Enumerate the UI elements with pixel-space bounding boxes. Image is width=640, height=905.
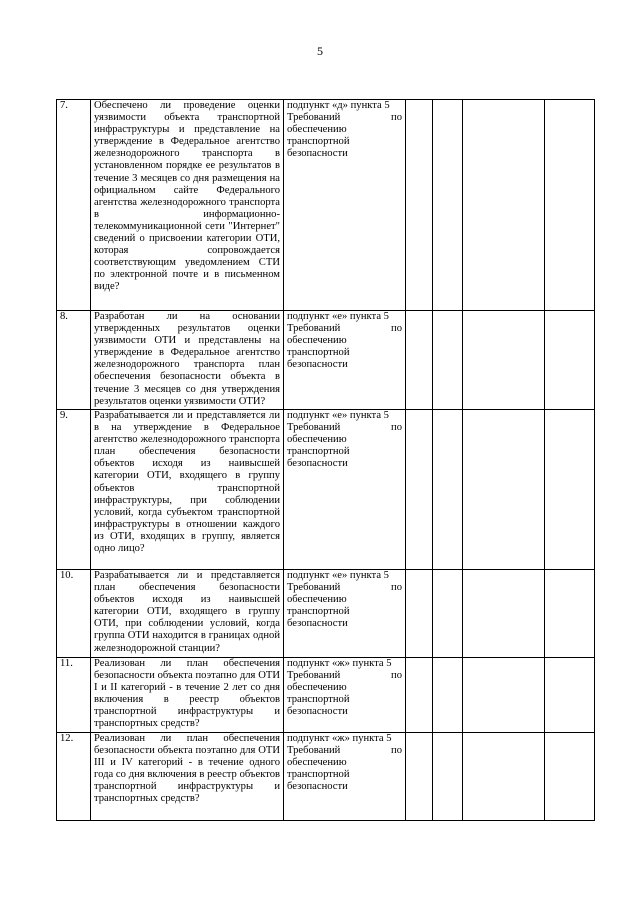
answer-na-cell[interactable] — [463, 100, 545, 311]
row-number: 9. — [57, 410, 91, 570]
reference-cell — [284, 410, 406, 570]
reference-doc: Требований — [287, 112, 341, 124]
reference-rest: обеспечению транспортной безопасности — [287, 682, 350, 718]
reference-rest: обеспечению транспортной безопасности — [287, 335, 350, 371]
reference-prep: по — [391, 422, 402, 434]
reference-clause: подпункт «е» пункта 5 — [287, 311, 389, 322]
reference-clause: подпункт «е» пункта 5 — [287, 410, 389, 421]
answer-yes-cell[interactable] — [406, 658, 433, 733]
table-row — [57, 100, 595, 311]
table-row — [57, 733, 595, 821]
answer-na-cell[interactable] — [463, 570, 545, 658]
reference-prep: по — [391, 112, 402, 124]
answer-no-cell[interactable] — [433, 733, 463, 821]
comment-cell[interactable] — [545, 311, 595, 410]
reference-prep: по — [391, 323, 402, 335]
table-row — [57, 311, 595, 410]
reference-clause: подпункт «е» пункта 5 — [287, 570, 389, 581]
question-cell: Разрабатывается ли и представляется план обеспечения безопасности объектов исходя из наивысшей категории ОТИ, входящего в группу ОТИ, при соблюдении условий, когда группа ОТИ находится в границах одной железнодорожной станции? — [91, 570, 284, 658]
reference-doc: Требований — [287, 422, 341, 434]
answer-yes-cell[interactable] — [406, 100, 433, 311]
comment-cell[interactable] — [545, 100, 595, 311]
reference-doc-line — [287, 323, 402, 335]
answer-yes-cell[interactable] — [406, 570, 433, 658]
reference-rest: обеспечению транспортной безопасности — [287, 594, 350, 630]
answer-na-cell[interactable] — [463, 311, 545, 410]
reference-doc: Требований — [287, 323, 341, 335]
answer-yes-cell[interactable] — [406, 410, 433, 570]
question-cell: Реализован ли план обеспечения безопасности объекта поэтапно для ОТИ III и IV категорий - в течение одного года со дня включения в реестр объектов транспортной инфраструктуры и транспортных средств? — [91, 733, 284, 821]
reference-cell — [284, 100, 406, 311]
comment-cell[interactable] — [545, 570, 595, 658]
reference-prep: по — [391, 582, 402, 594]
row-number: 7. — [57, 100, 91, 311]
answer-yes-cell[interactable] — [406, 311, 433, 410]
reference-rest: обеспечению транспортной безопасности — [287, 434, 350, 470]
question-cell: Разработан ли на основании утвержденных результатов оценки уязвимости ОТИ и представлены на утверждение в Федеральное агентство железнодорожного транспорта план обеспечения безопасности объекта в течение 3 месяцев со дня утверждения результатов оценки уязвимости ОТИ? — [91, 311, 284, 410]
reference-doc-line — [287, 745, 402, 757]
answer-na-cell[interactable] — [463, 410, 545, 570]
comment-cell[interactable] — [545, 410, 595, 570]
row-number: 11. — [57, 658, 91, 733]
answer-no-cell[interactable] — [433, 658, 463, 733]
comment-cell[interactable] — [545, 733, 595, 821]
reference-cell — [284, 311, 406, 410]
checklist-table — [56, 99, 595, 821]
reference-prep: по — [391, 745, 402, 757]
reference-clause: подпункт «ж» пункта 5 — [287, 658, 392, 669]
reference-doc-line — [287, 670, 402, 682]
reference-doc-line — [287, 582, 402, 594]
reference-clause: подпункт «ж» пункта 5 — [287, 733, 392, 744]
table-row — [57, 570, 595, 658]
reference-doc: Требований — [287, 582, 341, 594]
answer-yes-cell[interactable] — [406, 733, 433, 821]
table-row — [57, 658, 595, 733]
reference-doc-line — [287, 112, 402, 124]
row-number: 8. — [57, 311, 91, 410]
table-row — [57, 410, 595, 570]
reference-doc: Требований — [287, 670, 341, 682]
page-number: 5 — [317, 44, 323, 58]
reference-doc: Требований — [287, 745, 341, 757]
reference-cell — [284, 658, 406, 733]
answer-no-cell[interactable] — [433, 570, 463, 658]
reference-clause: подпункт «д» пункта 5 — [287, 100, 390, 111]
answer-na-cell[interactable] — [463, 733, 545, 821]
question-cell: Обеспечено ли проведение оценки уязвимости объекта транспортной инфраструктуры и представление на утверждение в Федеральное агентство железнодорожного транспорта в установленном порядке ее результатов в течение 3 месяцев со дня размещения на официальном сайте Федерального агентства железнодорожного транспорта в информационно-телекоммуникационной сети "Интернет" сведений о присвоении категории ОТИ, которая сопровождается соответствующим уведомлением СТИ по электронной почте и в письменном виде? — [91, 100, 284, 311]
row-number: 10. — [57, 570, 91, 658]
row-number: 12. — [57, 733, 91, 821]
question-cell: Разрабатывается ли и представляется ли в на утверждение в Федеральное агентство железнодорожного транспорта план обеспечения безопасности объектов исходя из наивысшей категории ОТИ, входящего в группу объектов транспортной инфраструктуры, при соблюдении условий, когда субъектом транспортной инфраструктуры в отношении каждого из ОТИ, входящих в группу, является одно лицо? — [91, 410, 284, 570]
answer-na-cell[interactable] — [463, 658, 545, 733]
answer-no-cell[interactable] — [433, 100, 463, 311]
question-cell: Реализован ли план обеспечения безопасности объекта поэтапно для ОТИ I и II категорий - в течение 2 лет со дня включения в реестр объектов транспортной инфраструктуры и транспортных средств? — [91, 658, 284, 733]
reference-rest: обеспечению транспортной безопасности — [287, 757, 350, 793]
comment-cell[interactable] — [545, 658, 595, 733]
reference-cell — [284, 570, 406, 658]
answer-no-cell[interactable] — [433, 311, 463, 410]
reference-rest: обеспечению транспортной безопасности — [287, 124, 350, 160]
answer-no-cell[interactable] — [433, 410, 463, 570]
reference-prep: по — [391, 670, 402, 682]
reference-doc-line — [287, 422, 402, 434]
reference-cell — [284, 733, 406, 821]
